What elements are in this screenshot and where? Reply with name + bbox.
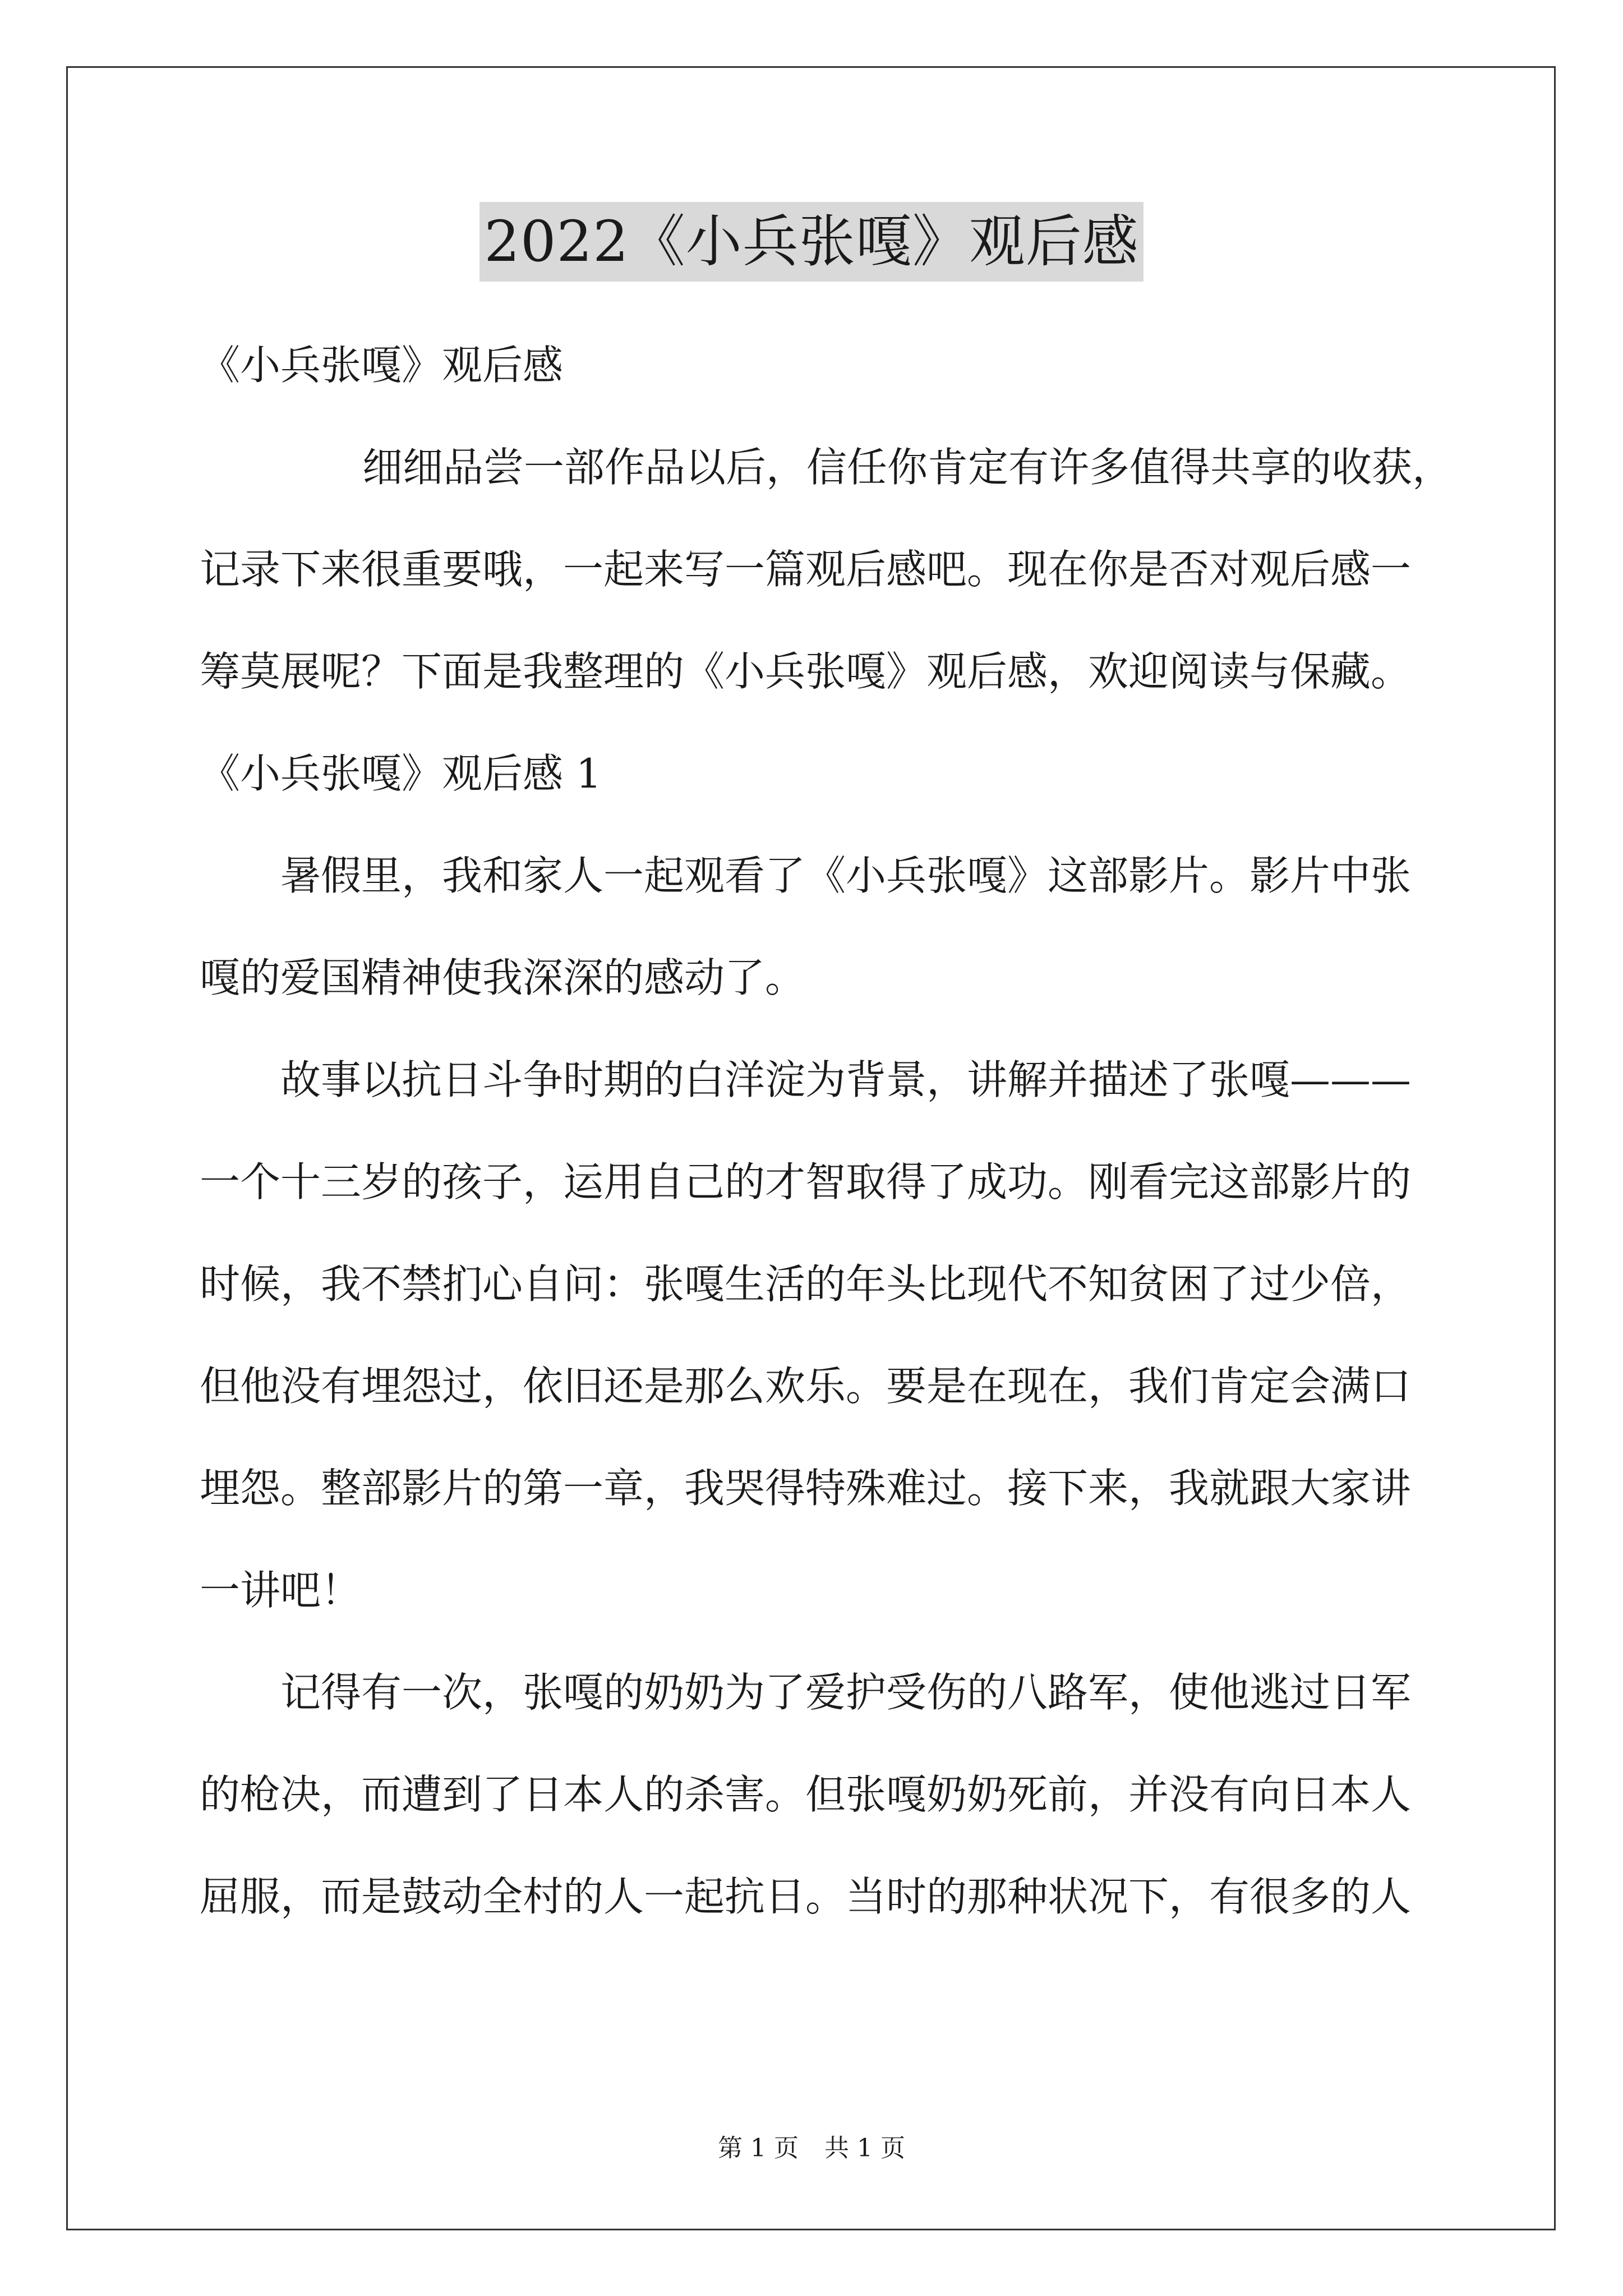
intro-line: 细细品尝一部作品以后，信任你肯定有许多值得共享的收获， [362,444,1453,491]
paragraph-line: 一讲吧！ [200,1567,362,1614]
page-total: 共 1 页 [824,2134,905,2162]
title-wrap [0,202,1623,282]
paragraph-line: 暑假里，我和家人一起观看了《小兵张嘎》这部影片。影片中张 [280,852,1412,899]
document-title: 2022《小兵张嘎》观后感 [479,202,1144,282]
paragraph-line: 屈服，而是鼓动全村的人一起抗日。当时的那种状况下，有很多的人 [200,1873,1412,1920]
document-body [200,314,1453,1948]
paragraph-line: 一个十三岁的孩子，运用自己的才智取得了成功。刚看完这部影片的 [200,1158,1412,1205]
page-number: 第 1 页 [718,2134,799,2162]
section-heading: 《小兵张嘎》观后感 [200,342,564,389]
paragraph-line: 的枪决，而遭到了日本人的杀害。但张嘎奶奶死前，并没有向日本人 [200,1771,1412,1818]
page-footer [0,2132,1623,2165]
intro-line: 记录下来很重要哦，一起来写一篇观后感吧。现在你是否对观后感一 [200,546,1412,593]
paragraph-line: 埋怨。整部影片的第一章，我哭得特殊难过。接下来，我就跟大家讲 [200,1465,1412,1512]
paragraph-line: 记得有一次，张嘎的奶奶为了爱护受伤的八路军，使他逃过日军 [280,1669,1412,1716]
paragraph-line: 嘎的爱国精神使我深深的感动了。 [200,954,806,1001]
paragraph-line: 时候，我不禁扪心自问：张嘎生活的年头比现代不知贫困了过少倍， [200,1260,1412,1308]
paragraph-line: 但他没有埋怨过，依旧还是那么欢乐。要是在现在，我们肯定会满口 [200,1363,1412,1410]
essay-heading: 《小兵张嘎》观后感 1 [200,750,602,797]
paragraph-line: 故事以抗日斗争时期的白洋淀为背景，讲解并描述了张嘎——— [280,1056,1412,1103]
intro-line: 筹莫展呢？下面是我整理的《小兵张嘎》观后感，欢迎阅读与保藏。 [200,648,1412,695]
